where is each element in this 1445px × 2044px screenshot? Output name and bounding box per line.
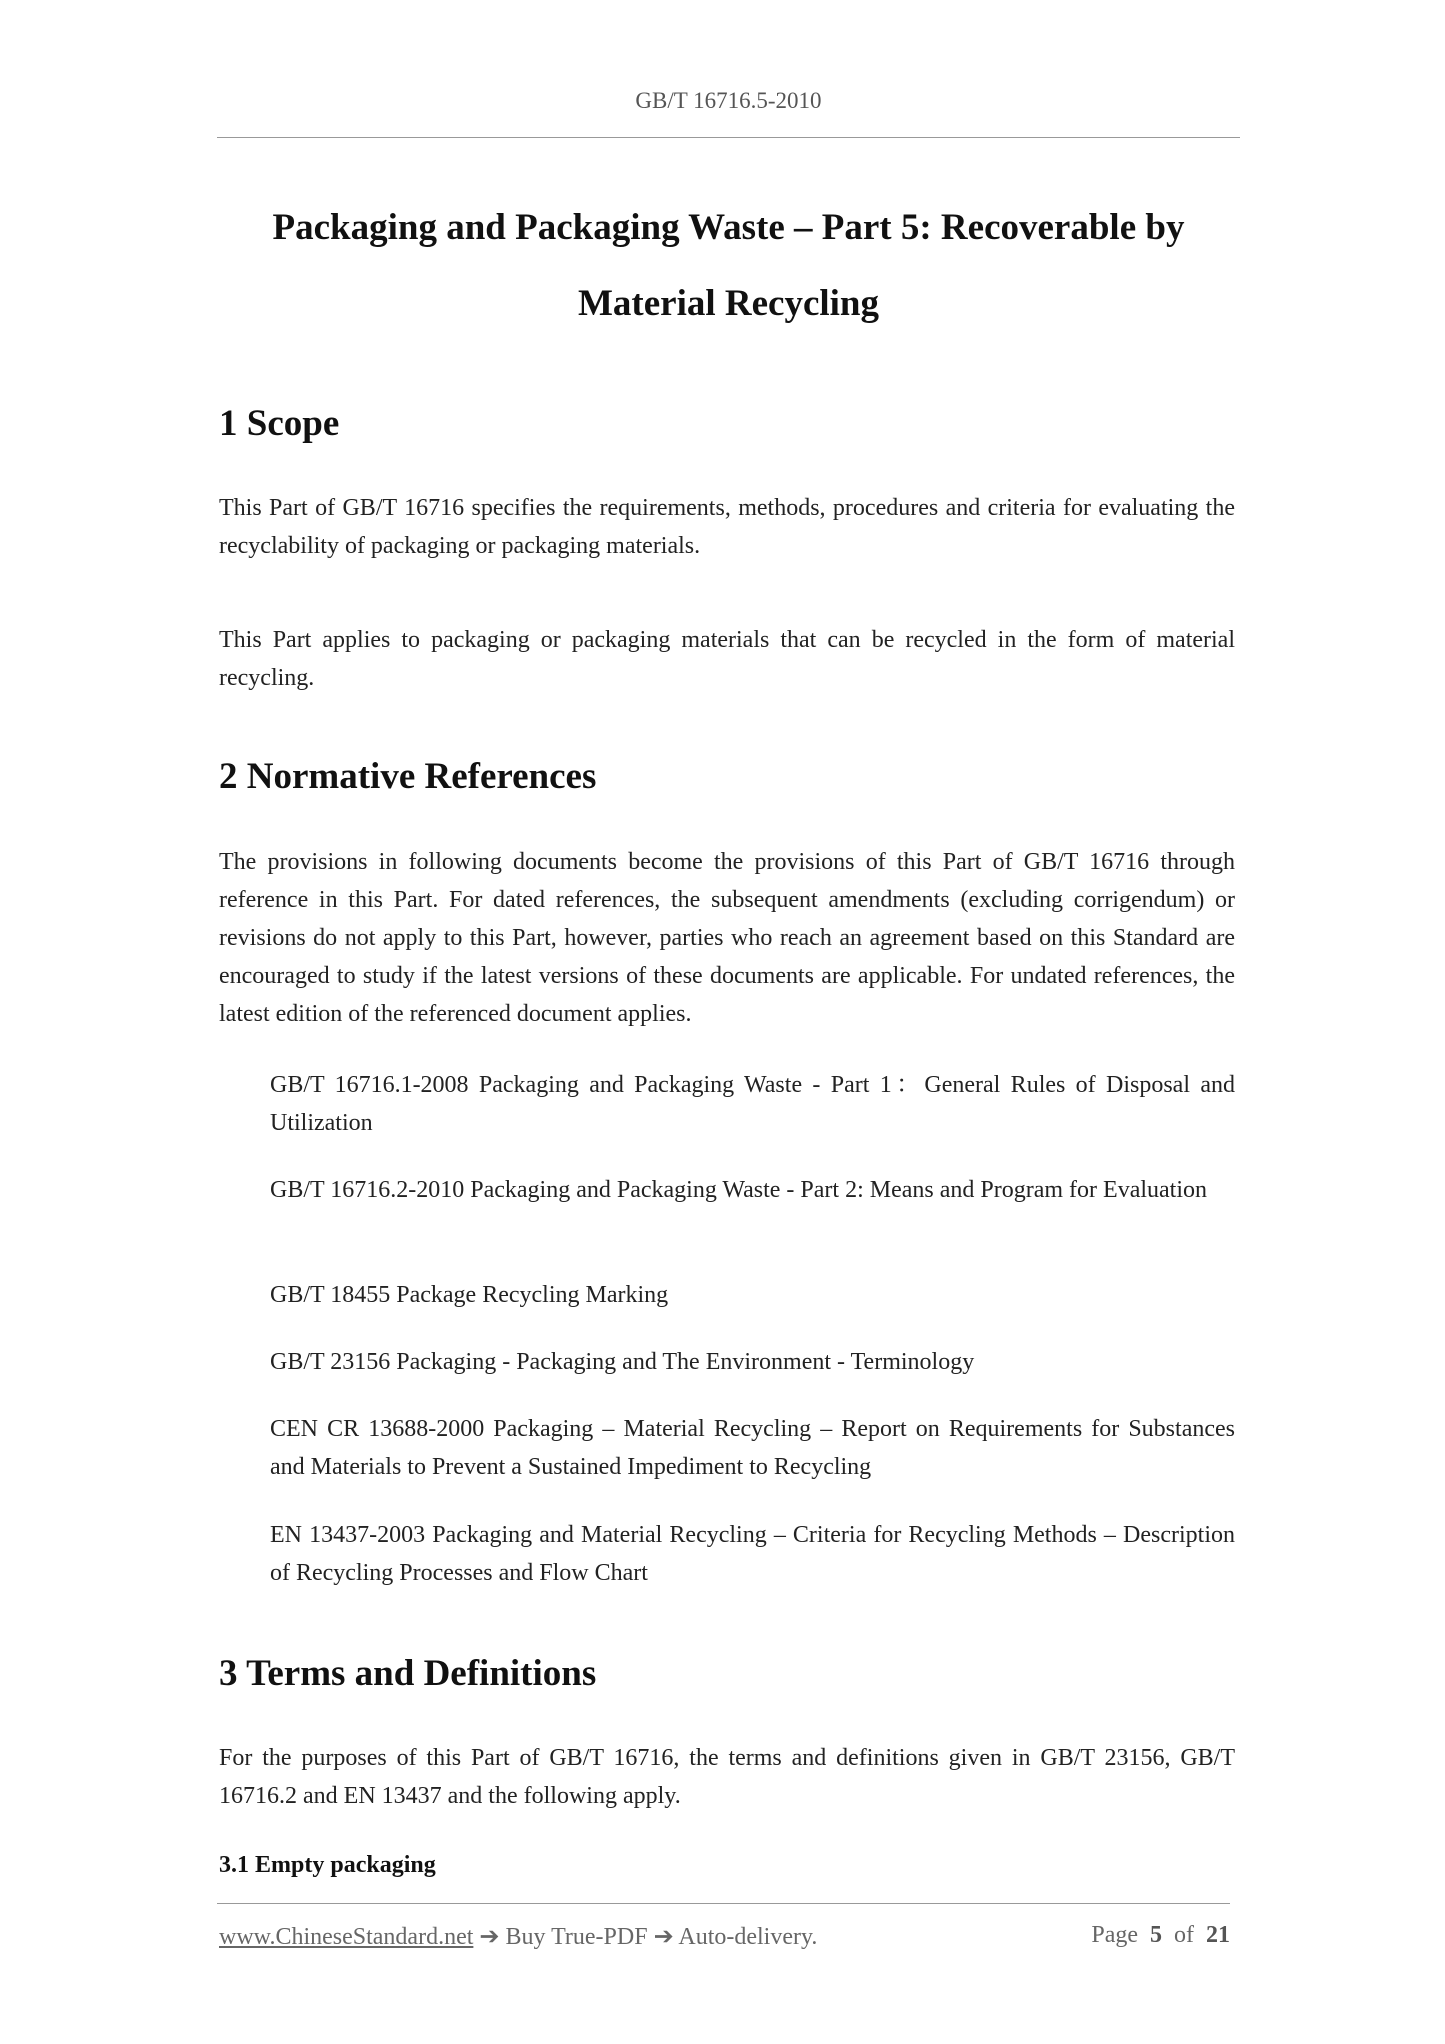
- scope-paragraph-2: This Part applies to packaging or packaging materials that can be recycled in the form of material recycling.: [219, 627, 1235, 691]
- section-heading-normative-references: 2 Normative References: [219, 756, 597, 797]
- site-link[interactable]: www.ChineseStandard.net: [219, 1924, 474, 1950]
- section-heading-terms-definitions: 3 Terms and Definitions: [219, 1653, 597, 1694]
- page-total: 21: [1206, 1922, 1230, 1948]
- normative-references-intro: The provisions in following documents become the provisions of this Part of GB/T 16716 through reference in this Part. For dated references, the subsequent amendments (excluding corrigendum) or revisions do not apply to this Part, however, parties who reach an agreement based on this Standard are encouraged to study if the latest versions of these documents are applicable. For undated references, the latest edition of the referenced document applies.: [219, 849, 1235, 1027]
- reference-item: GB/T 16716.2-2010 Packaging and Packaging Waste - Part 2: Means and Program for Evaluation: [270, 1177, 1207, 1203]
- footer-promo: [219, 1922, 817, 1951]
- reference-item: GB/T 16716.1-2008 Packaging and Packaging Waste - Part 1：General Rules of Disposal and Utilization: [270, 1072, 1235, 1136]
- document-title-line2: Material Recycling: [577, 283, 880, 324]
- page-label: Page: [1091, 1922, 1138, 1948]
- reference-item: CEN CR 13688-2000 Packaging – Material Recycling – Report on Requirements for Substances and Materials to Prevent a Sustained Impediment to Recycling: [270, 1416, 1235, 1480]
- arrow-right-icon: ➔: [479, 1924, 500, 1950]
- header-divider: [217, 137, 1240, 138]
- footer-divider: [217, 1903, 1230, 1904]
- page-current: 5: [1150, 1922, 1162, 1948]
- reference-item: GB/T 18455 Package Recycling Marking: [270, 1282, 669, 1308]
- section-heading-scope: 1 Scope: [219, 403, 340, 444]
- of-label: of: [1174, 1922, 1194, 1948]
- reference-item: GB/T 23156 Packaging - Packaging and The Environment - Terminology: [270, 1349, 975, 1375]
- page-header: GB/T 16716.5-2010: [635, 88, 822, 113]
- reference-item: EN 13437-2003 Packaging and Material Recycling – Criteria for Recycling Methods – Description of Recycling Processes and Flow Chart: [270, 1522, 1235, 1586]
- subsection-heading-empty-packaging: 3.1 Empty packaging: [219, 1852, 436, 1878]
- terms-definitions-intro: For the purposes of this Part of GB/T 16716, the terms and definitions given in GB/T 23156, GB/T 16716.2 and EN 13437 and the following apply.: [219, 1745, 1235, 1809]
- scope-paragraph-1: This Part of GB/T 16716 specifies the requirements, methods, procedures and criteria for evaluating the recyclability of packaging or packaging materials.: [219, 495, 1235, 559]
- buy-text: Buy True-PDF: [505, 1924, 648, 1950]
- arrow-right-icon: ➔: [653, 1924, 674, 1950]
- document-title: [217, 190, 1240, 342]
- document-title-line1: Packaging and Packaging Waste – Part 5: Recoverable by: [272, 207, 1185, 248]
- page-indicator: [1091, 1922, 1230, 1949]
- delivery-text: Auto-delivery.: [678, 1924, 818, 1950]
